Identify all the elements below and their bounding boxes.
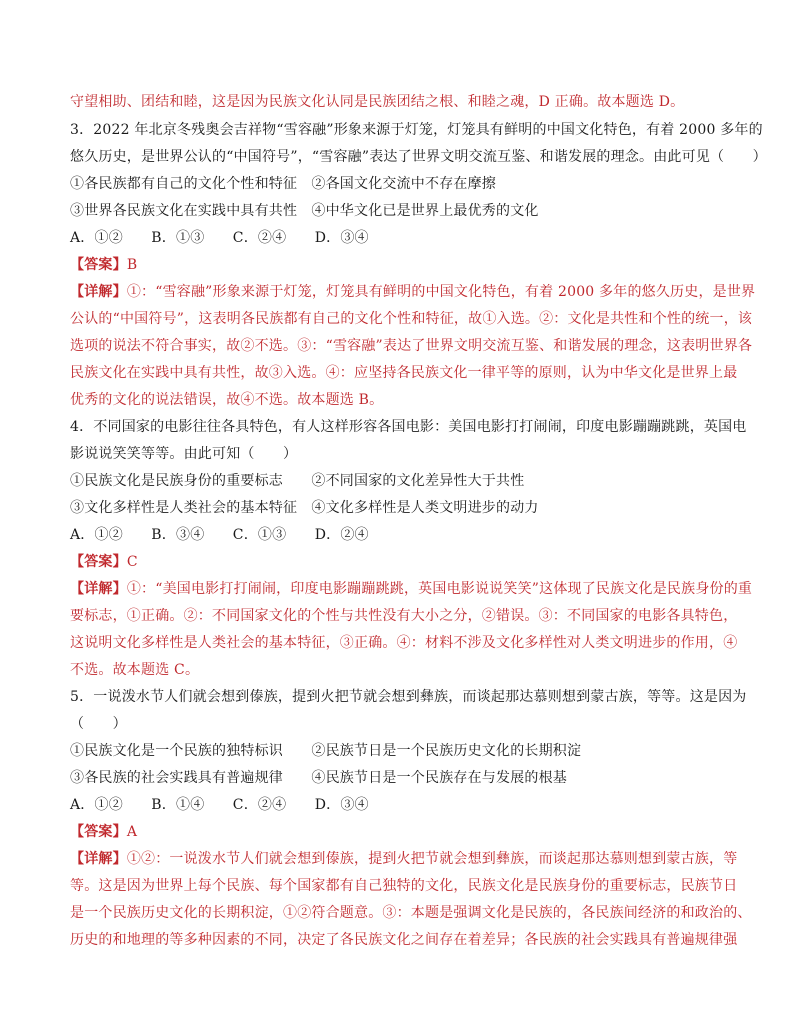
- q4-options-line-1: ①民族文化是民族身份的重要标志 ②不同国家的文化差异性大于共性: [70, 473, 525, 489]
- q4-explanation-line-1: 【详解】①：“美国电影打打闹闹，印度电影蹦蹦跳跳，英国电影说说笑笑”这体现了民族文化是民族身份的重: [70, 581, 753, 597]
- q5-answer: 【答案】A: [70, 824, 138, 840]
- q5-stem-line-1: 5．一说泼水节人们就会想到傣族，提到火把节就会想到彝族，而谈起那达慕则想到蒙古族，等等。这是因为: [70, 689, 747, 705]
- q5-stem-line-2: （ ）: [70, 716, 127, 732]
- q5-options-line-2: ③各民族的社会实践具有普遍规律 ④民族节日是一个民族存在与发展的根基: [70, 770, 567, 786]
- q3-explanation-line-5: 优秀的文化的说法错误，故④不选。故本题选 B。: [70, 392, 384, 408]
- q5-choices: A．①② B．①④ C．②④ D．③④: [70, 797, 369, 813]
- q5-explanation-line-2: 等。这是因为世界上每个民族、每个国家都有自己独特的文化，民族文化是民族身份的重要标志，民族节日: [70, 878, 738, 894]
- q3-options-line-2: ③世界各民族文化在实践中具有共性 ④中华文化已是世界上最优秀的文化: [70, 203, 539, 219]
- q4-explanation-line-3: 这说明文化多样性是人类社会的基本特征，③正确。④：材料不涉及文化多样性对人类文明进步的作用，④: [70, 635, 738, 651]
- q3-options-line-1: ①各民族都有自己的文化个性和特征 ②各国文化交流中不存在摩擦: [70, 176, 496, 192]
- q3-explanation-line-1: 【详解】①：“雪容融”形象来源于灯笼，灯笼具有鲜明的中国文化特色，有着 2000 多年的悠久历史，是世界: [70, 284, 756, 300]
- q4-stem-line-1: 4．不同国家的电影往往各具特色，有人这样形容各国电影：美国电影打打闹闹，印度电影蹦蹦跳跳，英国电: [70, 419, 747, 435]
- q3-stem-line-2: 悠久历史，是世界公认的“中国符号”，“雪容融”表达了世界文明交流互鉴、和谐发展的理念。由此可见（ ）: [70, 149, 767, 165]
- q4-answer: 【答案】C: [70, 554, 138, 570]
- q3-explanation-line-3: 选项的说法不符合事实，故②不选。③：“雪容融”表达了世界文明交流互鉴、和谐发展的理念，这表明世界各: [70, 338, 753, 354]
- q5-explanation-line-4: 历史的和地理的等多种因素的不同，决定了各民族文化之间存在着差异；各民族的社会实践具有普遍规律强: [70, 932, 738, 948]
- q4-stem-line-2: 影说说笑笑等等。由此可知（ ）: [70, 446, 298, 462]
- q3-explanation-line-2: 公认的“中国符号”，这表明各民族都有自己的文化个性和特征，故①入选。②：文化是共性和个性的统一，该: [70, 311, 753, 327]
- q3-stem-line-1: 3．2022 年北京冬残奥会吉祥物“雪容融”形象来源于灯笼，灯笼具有鲜明的中国文化特色，有着 2000 多年的: [70, 122, 763, 138]
- q5-options-line-1: ①民族文化是一个民族的独特标识 ②民族节日是一个民族历史文化的长期积淀: [70, 743, 582, 759]
- q2-explanation-end: 守望相助、团结和睦，这是因为民族文化认同是民族团结之根、和睦之魂，D 正确。故本题选 D。: [70, 94, 685, 110]
- q3-answer: 【答案】B: [70, 257, 138, 273]
- q3-choices: A．①② B．①③ C．②④ D．③④: [70, 230, 369, 246]
- q4-options-line-2: ③文化多样性是人类社会的基本特征 ④文化多样性是人类文明进步的动力: [70, 500, 539, 516]
- q3-explanation-line-4: 民族文化在实践中具有共性，故③入选。④：应坚持各民族文化一律平等的原则，认为中华文化是世界上最: [70, 365, 738, 381]
- q4-explanation-line-2: 要标志，①正确。②：不同国家文化的个性与共性没有大小之分，②错误。③：不同国家的电影各具特色，: [70, 608, 738, 624]
- q4-explanation-line-4: 不选。故本题选 C。: [70, 662, 200, 678]
- q4-choices: A．①② B．③④ C．①③ D．②④: [70, 527, 369, 543]
- q5-explanation-line-3: 是一个民族历史文化的长期积淀，①②符合题意。③：本题是强调文化是民族的，各民族间经济的和政治的、: [70, 905, 752, 921]
- q5-explanation-line-1: 【详解】①②：一说泼水节人们就会想到傣族，提到火把节就会想到彝族，而谈起那达慕则想到蒙古族，等: [70, 851, 738, 867]
